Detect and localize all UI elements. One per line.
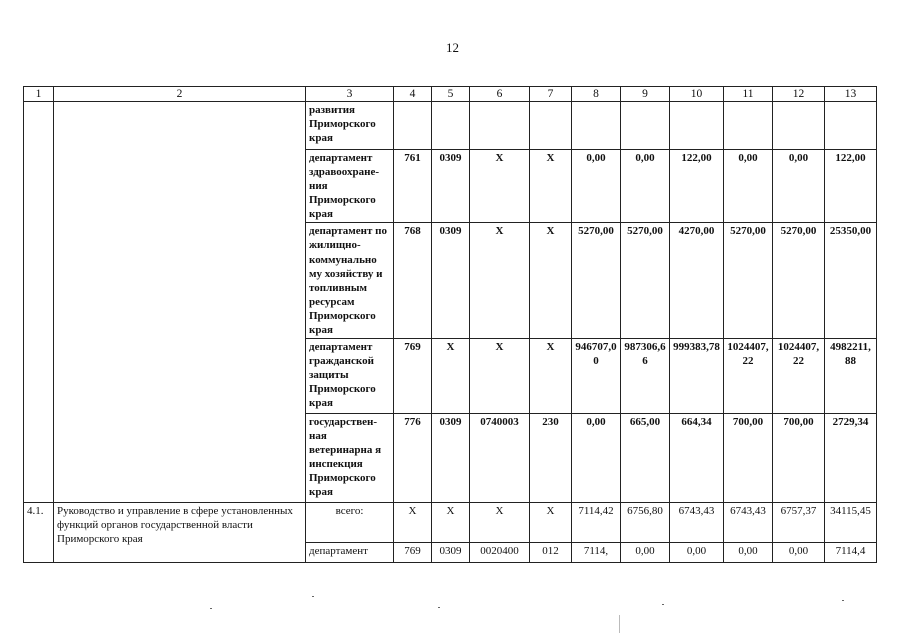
department-name: департамент (306, 543, 394, 563)
department-name: департамент здравоохране-ния Приморского края (306, 150, 394, 223)
scan-speck (619, 615, 620, 633)
table-cell: Х (394, 503, 432, 543)
column-header: 1 (24, 87, 54, 102)
table-cell: 34115,45 (825, 503, 877, 543)
column-header: 3 (306, 87, 394, 102)
table-cell (773, 102, 825, 150)
table-cell: 012 (530, 543, 572, 563)
table-cell: Х (530, 223, 572, 339)
table-cell: Х (470, 339, 530, 414)
table-cell (530, 102, 572, 150)
table-cell: 0020400 (470, 543, 530, 563)
table-cell: 4982211,88 (825, 339, 877, 414)
scan-speck (662, 604, 664, 605)
table-cell: 5270,00 (724, 223, 773, 339)
table-cell: 6757,37 (773, 503, 825, 543)
table-cell: 7114,4 (825, 543, 877, 563)
table-cell: 769 (394, 339, 432, 414)
table-cell: 6743,43 (724, 503, 773, 543)
table-cell: 1024407,22 (773, 339, 825, 414)
column-header: 4 (394, 87, 432, 102)
table-cell (394, 102, 432, 150)
column-header: 6 (470, 87, 530, 102)
empty-cell (24, 102, 54, 503)
table-cell: 0309 (432, 150, 470, 223)
column-header: 10 (670, 87, 724, 102)
table-cell: 6756,80 (621, 503, 670, 543)
page-number: 12 (446, 40, 459, 55)
table-cell: Х (530, 150, 572, 223)
table-cell: 0309 (432, 543, 470, 563)
table-cell (670, 102, 724, 150)
budget-table (23, 86, 877, 563)
column-header: 7 (530, 87, 572, 102)
table-cell: 665,00 (621, 414, 670, 503)
table-cell (621, 102, 670, 150)
column-header: 2 (54, 87, 306, 102)
department-name: государствен-ная ветеринарна я инспекция Приморского края (306, 414, 394, 503)
section-title: Руководство и управление в сфере установленных функций органов государственной власти Приморского края (54, 503, 306, 563)
table-cell: 6743,43 (670, 503, 724, 543)
table-cell: 7114,42 (572, 503, 621, 543)
table-cell: 1024407,22 (724, 339, 773, 414)
table-cell: 0,00 (724, 543, 773, 563)
department-name: департамент по жилищно-коммунально му хозяйству и топливным ресурсам Приморского края (306, 223, 394, 339)
table-cell (724, 102, 773, 150)
table-row (24, 503, 877, 543)
column-number-row (24, 87, 877, 102)
table-cell (470, 102, 530, 150)
table-cell: Х (530, 339, 572, 414)
table-cell: Х (470, 223, 530, 339)
table-cell: 0,00 (724, 150, 773, 223)
table-cell: 0,00 (773, 543, 825, 563)
table-cell: 0309 (432, 414, 470, 503)
table-cell: 5270,00 (773, 223, 825, 339)
table-cell: 7114, (572, 543, 621, 563)
table-cell: 664,34 (670, 414, 724, 503)
table-row (24, 102, 877, 150)
column-header: 13 (825, 87, 877, 102)
table-cell: Х (530, 503, 572, 543)
section-number: 4.1. (24, 503, 54, 563)
scan-speck (312, 596, 314, 597)
column-header: 12 (773, 87, 825, 102)
table-cell: 0,00 (572, 150, 621, 223)
table-cell: 0,00 (621, 543, 670, 563)
table-cell: 5270,00 (621, 223, 670, 339)
scan-speck (210, 608, 212, 609)
table-cell: 2729,34 (825, 414, 877, 503)
table-cell: 776 (394, 414, 432, 503)
table-cell: 5270,00 (572, 223, 621, 339)
table-cell: 0309 (432, 223, 470, 339)
table-cell (572, 102, 621, 150)
column-header: 9 (621, 87, 670, 102)
scan-speck (438, 607, 440, 608)
table-cell: Х (470, 503, 530, 543)
table-cell: 230 (530, 414, 572, 503)
table-cell: 761 (394, 150, 432, 223)
table-cell: Х (470, 150, 530, 223)
table-cell: 946707,00 (572, 339, 621, 414)
table-cell: Х (432, 339, 470, 414)
table-cell: 999383,78 (670, 339, 724, 414)
table-cell: 0,00 (572, 414, 621, 503)
table-cell (825, 102, 877, 150)
column-header: 8 (572, 87, 621, 102)
table-cell: 4270,00 (670, 223, 724, 339)
table-cell: Х (432, 503, 470, 543)
table-cell: 987306,66 (621, 339, 670, 414)
table-cell: 0740003 (470, 414, 530, 503)
column-header: 5 (432, 87, 470, 102)
column-header: 11 (724, 87, 773, 102)
empty-cell (54, 102, 306, 503)
department-name: развития Приморского края (306, 102, 394, 150)
table-cell: 700,00 (773, 414, 825, 503)
table-cell: 122,00 (825, 150, 877, 223)
scan-speck (842, 600, 844, 601)
table-cell: 0,00 (621, 150, 670, 223)
table-cell: 0,00 (773, 150, 825, 223)
table-cell: 25350,00 (825, 223, 877, 339)
total-label: всего: (306, 503, 394, 543)
table-cell: 769 (394, 543, 432, 563)
department-name: департамент гражданской защиты Приморского края (306, 339, 394, 414)
table-cell: 768 (394, 223, 432, 339)
table-cell (432, 102, 470, 150)
table-cell: 700,00 (724, 414, 773, 503)
table-cell: 0,00 (670, 543, 724, 563)
table-cell: 122,00 (670, 150, 724, 223)
